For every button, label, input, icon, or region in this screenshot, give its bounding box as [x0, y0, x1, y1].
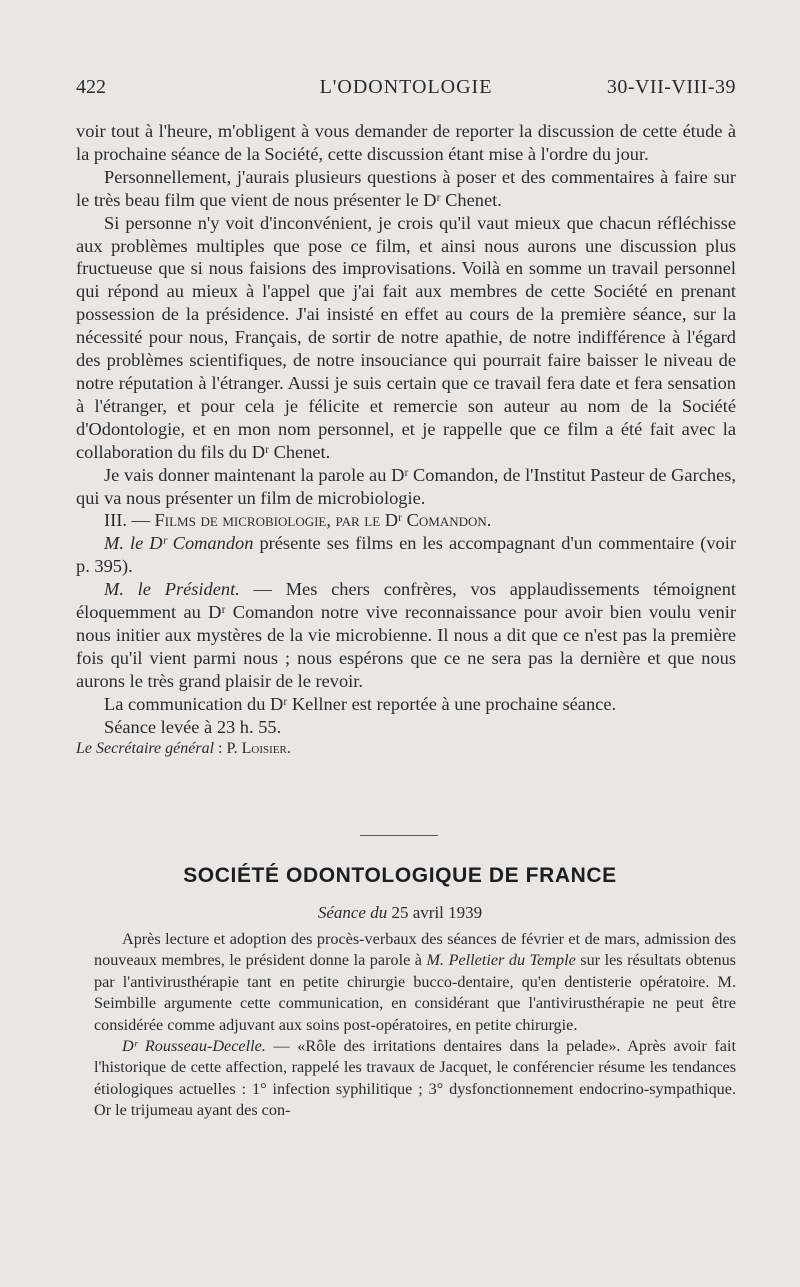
speaker-name: M. le Dʳ Comandon	[104, 533, 254, 554]
paragraph-text: présente ses films en les accompagnant d'un commentaire (voir p. 395).	[76, 533, 736, 577]
paragraph-text: sur les résultats obtenus par l'antivirusthérapie tant en petite chirurgie bucco-dentaire, qu'en dentisterie opératoire. M. Seimbille argumente cette communication, en considérant que l'antivirusthérapie ne peut être considérée comme adjuvant aux soins post-opératoires, en petite chirurgie.	[94, 951, 736, 1034]
paragraph: voir tout à l'heure, m'obligent à vous demander de reporter la discussion de cette étude à la prochaine séance de la Société, cette discussion étant mise à l'ordre du jour.	[76, 121, 736, 164]
paragraph	[94, 1036, 736, 1122]
session-date	[0, 903, 800, 923]
paragraph-text: — Mes chers confrères, vos applaudissements témoignent éloquemment au Dʳ Comandon notre vive reconnaissance pour avoir bien voulu venir nous initier aux mystères de la vie microbienne. Il nous a dit que ce n'est pas la première fois qu'il vient parmi nous ; nous espérons que ce ne sera pas la dernière et que nous aurons le très grand plaisir de le revoir.	[76, 579, 736, 691]
speaker-name: Dʳ Rousseau-Decelle.	[122, 1037, 266, 1056]
speaker-name: M. Pelletier du Temple	[426, 951, 576, 970]
session-minutes-continued	[76, 120, 736, 761]
section-divider	[360, 835, 438, 836]
paragraph	[76, 532, 736, 578]
paragraph: Si personne n'y voit d'inconvénient, je crois qu'il vaut mieux que chacun réfléchisse aux problèmes multiples que pose ce film, et ainsi nous aurons une discussion plus fructueuse que si nous faisions des improvisations. Voilà en somme un travail personnel qui répond au mieux à l'appel que j'ai fait aux membres de cette Société en prenant possession de la présidence. J'ai insisté en effet au cours de la première séance, sur la nécessité pour nous, Français, de sortir de notre apathie, de notre indifférence à l'égard des problèmes scientifiques, de notre insouciance qui pourrait faire baisser le niveau de notre réputation à l'étranger. Aussi je suis certain que ce travail fera date et fera sensation à l'étranger, et pour cela je félicite et remercie son auteur au nom de la Société d'Odontologie, et en mon nom personnel, et je rappelle que ce film a été fait avec la collaboration du fils du Dʳ Chenet.	[76, 212, 736, 462]
paragraph	[76, 578, 736, 693]
signature-name: P. Loisier.	[226, 740, 291, 758]
session-date-value: 25 avril 1939	[391, 903, 483, 922]
session-minutes	[94, 929, 736, 1122]
journal-title: L'ODONTOLOGIE	[319, 76, 493, 98]
paragraph: Personnellement, j'aurais plusieurs questions à poser et des commentaires à faire sur le très beau film que vient de nous présenter le Dʳ Chenet.	[76, 166, 736, 210]
paragraph-text: Après lecture et adoption des procès-verbaux des séances de février et de mars, admission des nouveaux membres, le président donne la parole à	[94, 930, 736, 970]
issue-date: 30-VII-VIII-39	[606, 76, 736, 98]
signature-label: Le Secrétaire général	[76, 740, 215, 758]
paragraph: La communication du Dʳ Kellner est reportée à une prochaine séance.	[104, 693, 617, 714]
paragraph: Je vais donner maintenant la parole au Dʳ Comandon, de l'Institut Pasteur de Garches, qui va nous présenter un film de microbiologie.	[76, 464, 736, 508]
section-title: SOCIÉTÉ ODONTOLOGIQUE DE FRANCE	[183, 864, 617, 887]
paragraph: Séance levée à 23 h. 55.	[104, 716, 282, 737]
paragraph-text: — «Rôle des irritations dentaires dans la pelade». Après avoir fait l'historique de cette affection, rappelé les travaux de Jacquet, le conférencier résume les tendances étiologiques actuelles : 1° infection syphilitique ; 3° dysfonctionnement endocrino-sympathique. Or le trijumeau ayant des con-	[94, 1037, 736, 1120]
signature	[76, 738, 736, 761]
page-number: 422	[76, 76, 106, 98]
running-header	[76, 76, 736, 102]
signature-separator: :	[214, 740, 227, 758]
paragraph	[94, 929, 736, 1036]
speaker-name: M. le Président.	[104, 579, 240, 600]
session-date-prefix: Séance du	[317, 903, 388, 922]
section-heading: III. — Films de microbiologie, par le Dʳ Comandon.	[104, 510, 492, 531]
